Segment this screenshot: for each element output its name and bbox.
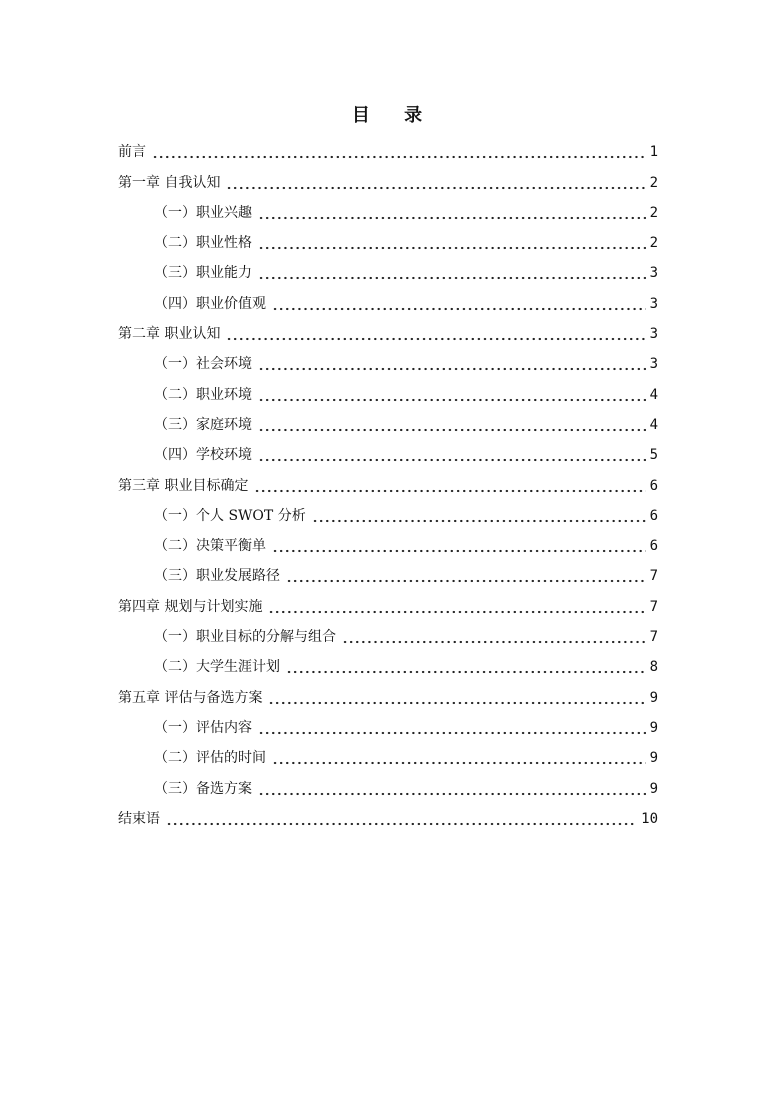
toc-entry-page: 9 xyxy=(649,689,658,706)
toc-entry[interactable] xyxy=(118,228,658,258)
toc-entry-label: （一）职业目标的分解与组合 xyxy=(154,629,336,646)
toc-list xyxy=(118,137,658,834)
dot-leader xyxy=(166,822,637,826)
toc-entry-page: 7 xyxy=(649,598,658,615)
toc-entry[interactable] xyxy=(118,319,658,349)
toc-entry-page: 3 xyxy=(649,326,658,343)
toc-entry-label: 第一章 自我认知 xyxy=(118,174,221,191)
toc-entry-page: 3 xyxy=(649,356,658,373)
dot-leader xyxy=(258,246,646,250)
toc-entry-label: （一）评估内容 xyxy=(154,719,252,736)
toc-entry-page: 2 xyxy=(649,174,658,191)
toc-entry-page: 4 xyxy=(649,386,658,403)
toc-entry-label: （二）大学生涯计划 xyxy=(154,659,280,676)
toc-entry[interactable] xyxy=(118,713,658,743)
toc-entry-page: 2 xyxy=(649,235,658,252)
dot-leader xyxy=(286,670,646,674)
dot-leader xyxy=(342,640,646,644)
toc-entry-label: （三）职业能力 xyxy=(154,265,252,282)
toc-entry-page: 4 xyxy=(649,416,658,433)
toc-entry-label: （二）职业环境 xyxy=(154,386,252,403)
dot-leader xyxy=(258,792,646,796)
dot-leader xyxy=(268,701,645,705)
toc-entry[interactable] xyxy=(118,198,658,228)
toc-entry[interactable] xyxy=(118,531,658,561)
dot-leader xyxy=(258,367,646,371)
dot-leader xyxy=(258,276,646,280)
toc-entry-label: （三）职业发展路径 xyxy=(154,568,280,585)
toc-entry-page: 6 xyxy=(649,477,658,494)
toc-entry[interactable] xyxy=(118,773,658,803)
toc-entry-label: 前言 xyxy=(118,144,146,161)
dot-leader xyxy=(268,610,645,614)
dot-leader xyxy=(272,549,646,553)
toc-entry[interactable] xyxy=(118,622,658,652)
toc-entry-label: （二）决策平衡单 xyxy=(154,538,266,555)
toc-entry-page: 9 xyxy=(649,780,658,797)
dot-leader xyxy=(258,731,646,735)
toc-entry-label: （三）家庭环境 xyxy=(154,416,252,433)
toc-entry-label: （一）社会环境 xyxy=(154,356,252,373)
toc-entry-page: 6 xyxy=(649,538,658,555)
toc-entry-label: 第四章 规划与计划实施 xyxy=(118,598,263,615)
toc-entry-page: 9 xyxy=(649,719,658,736)
toc-entry-page: 3 xyxy=(649,265,658,282)
toc-entry-page: 10 xyxy=(641,810,658,827)
toc-entry[interactable] xyxy=(118,561,658,591)
toc-entry[interactable] xyxy=(118,167,658,197)
toc-entry-label: 第二章 职业认知 xyxy=(118,326,221,343)
toc-entry-label: （一）职业兴趣 xyxy=(154,204,252,221)
toc-entry[interactable] xyxy=(118,743,658,773)
dot-leader xyxy=(258,428,646,432)
toc-entry[interactable] xyxy=(118,682,658,712)
toc-entry-page: 7 xyxy=(649,629,658,646)
dot-leader xyxy=(258,216,646,220)
dot-leader xyxy=(312,519,646,523)
toc-entry-label: 第三章 职业目标确定 xyxy=(118,477,249,494)
dot-leader xyxy=(258,458,646,462)
dot-leader xyxy=(272,307,646,311)
toc-entry-label: （二）职业性格 xyxy=(154,235,252,252)
toc-entry[interactable] xyxy=(118,410,658,440)
toc-entry-page: 5 xyxy=(649,447,658,464)
toc-entry[interactable] xyxy=(118,440,658,470)
toc-entry[interactable] xyxy=(118,591,658,621)
toc-entry[interactable] xyxy=(118,379,658,409)
toc-entry-label: （四）职业价值观 xyxy=(154,295,266,312)
toc-entry[interactable] xyxy=(118,652,658,682)
dot-leader xyxy=(258,398,646,402)
toc-entry-page: 7 xyxy=(649,568,658,585)
toc-entry[interactable] xyxy=(118,137,658,167)
toc-entry-page: 8 xyxy=(649,659,658,676)
toc-entry-label: （二）评估的时间 xyxy=(154,750,266,767)
dot-leader xyxy=(254,489,645,493)
dot-leader xyxy=(272,761,646,765)
toc-entry-label: 结束语 xyxy=(118,810,160,827)
toc-entry[interactable] xyxy=(118,470,658,500)
toc-entry[interactable] xyxy=(118,349,658,379)
dot-leader xyxy=(152,155,646,159)
toc-entry-page: 1 xyxy=(649,144,658,161)
toc-entry-label: （四）学校环境 xyxy=(154,447,252,464)
toc-entry-page: 2 xyxy=(649,204,658,221)
dot-leader xyxy=(226,337,645,341)
toc-entry-page: 9 xyxy=(649,750,658,767)
dot-leader xyxy=(226,186,645,190)
toc-entry[interactable] xyxy=(118,258,658,288)
toc-entry-page: 3 xyxy=(649,295,658,312)
toc-entry[interactable] xyxy=(118,288,658,318)
toc-entry[interactable] xyxy=(118,804,658,834)
toc-entry[interactable] xyxy=(118,501,658,531)
toc-entry-page: 6 xyxy=(649,507,658,524)
toc-entry-label: （三）备选方案 xyxy=(154,780,252,797)
toc-title: 目 录 xyxy=(351,105,437,126)
toc-entry-label: （一）个人 SWOT 分析 xyxy=(154,507,306,524)
dot-leader xyxy=(286,579,646,583)
toc-entry-label: 第五章 评估与备选方案 xyxy=(118,689,263,706)
